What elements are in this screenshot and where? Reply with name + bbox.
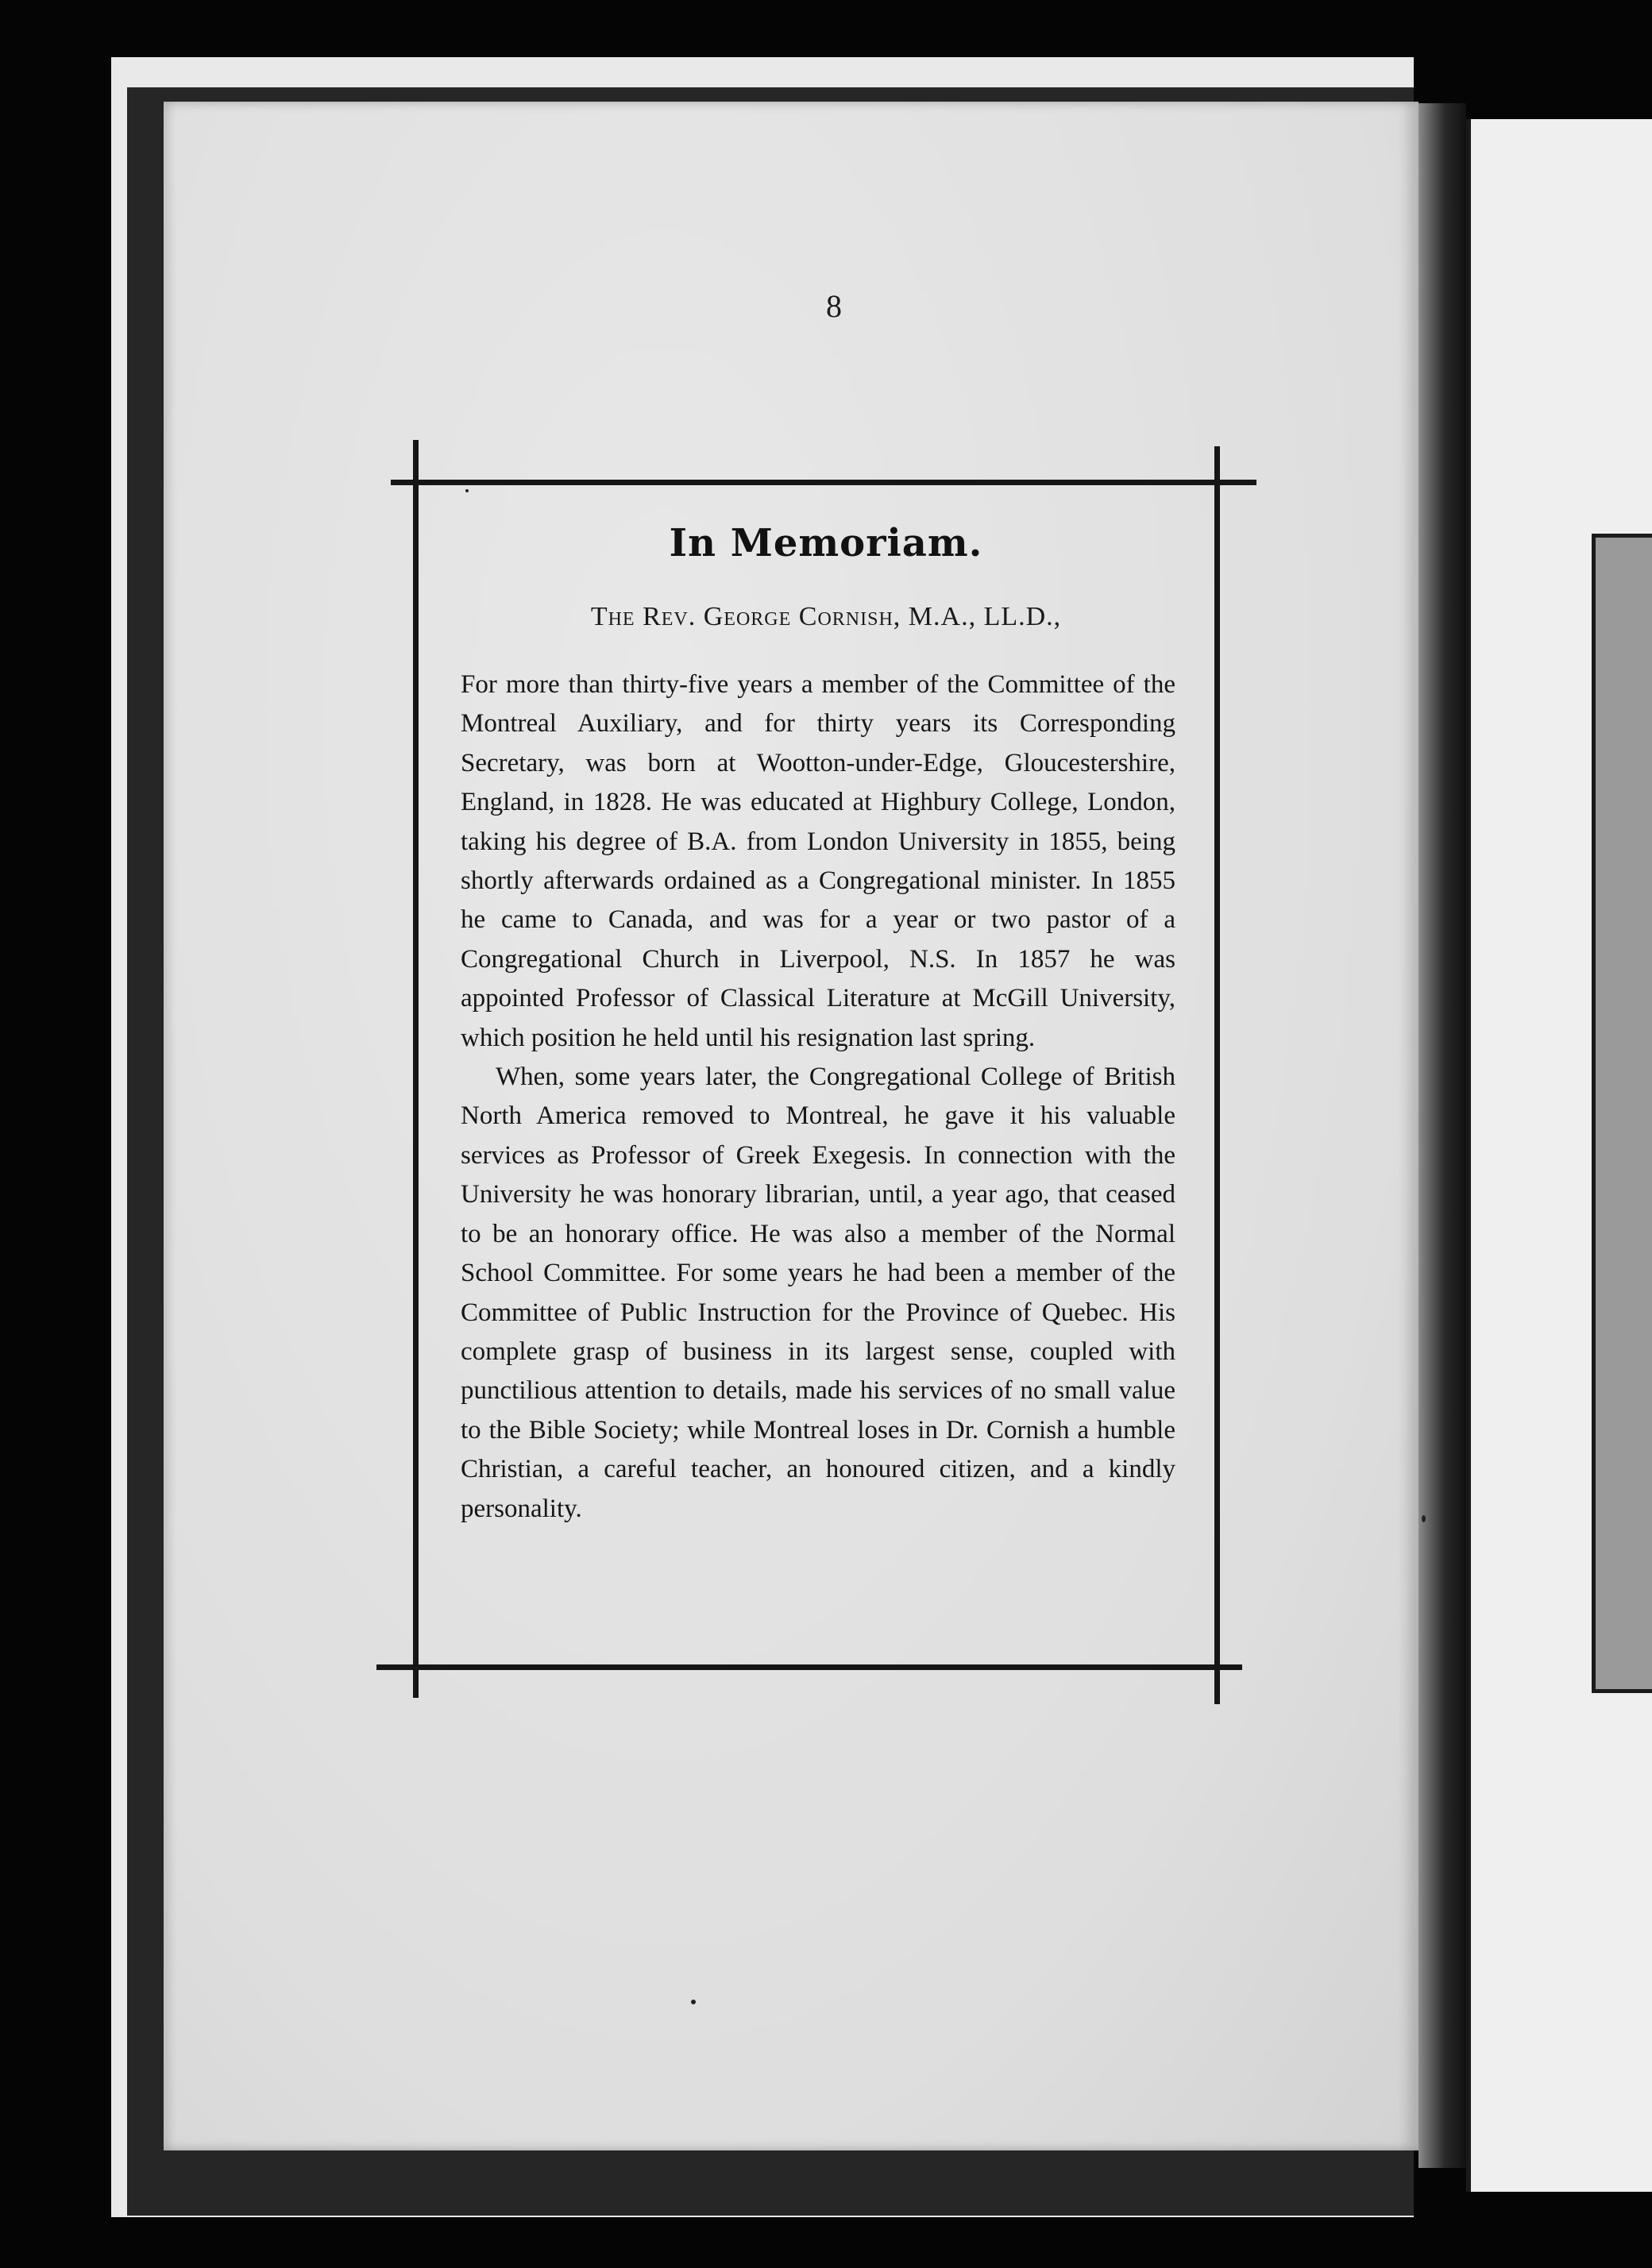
- scan-speck: [465, 489, 469, 492]
- memorial-body: [461, 665, 1175, 1529]
- memorial-subheading: The Rev. George Cornish, M.A., LL.D.,: [590, 602, 1062, 631]
- memorial-heading: In Memoriam.: [669, 521, 983, 565]
- frame-rule-right: [1214, 446, 1220, 1704]
- facing-page-plate: [1592, 534, 1652, 1693]
- scan-speck: [1422, 1515, 1426, 1522]
- scan-speck: [691, 2000, 696, 2004]
- frame-rule-left: [413, 440, 419, 1698]
- book-gutter: [1418, 103, 1466, 2168]
- body-paragraph: For more than thirty-five years a member of the Committee of the Montreal Auxiliary, and for thirty years its Corresponding Secretary, was born at Wootton-under-Edge, Gloucestershire, England, in 1828. He was educated at Highbury College, London, taking his degree of B.A. from London University in 1855, being shortly afterwards ordained as a Congregational minister. In 1855 he came to Canada, and was for a year or two pastor of a Congregational Church in Liverpool, N.S. In 1857 he was appointed Professor of Classical Literature at McGill University, which position he held until his resignation last spring.: [461, 670, 1175, 1052]
- body-paragraph: When, some years later, the Congregational College of British North America removed to Montreal, he gave it his valuable services as Professor of Greek Exegesis. In connection with the University he was honorary librarian, until, a year ago, that ceased to be an honorary office. He was also a member of the Normal School Committee. For some years he had been a member of the Committee of Public Instruction for the Province of Quebec. His complete grasp of business in its largest sense, coupled with punctilious attention to details, made his services of no small value to the Bible Society; while Montreal loses in Dr. Cornish a humble Christian, a careful teacher, an honoured citizen, and a kindly personality.: [461, 1063, 1175, 1523]
- frame-rule-top: [391, 480, 1256, 485]
- frame-rule-bottom: [376, 1664, 1242, 1670]
- page-number: 8: [826, 288, 842, 324]
